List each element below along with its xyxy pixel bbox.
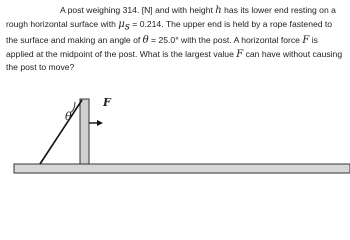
rope [40, 100, 82, 164]
post-diagram [0, 96, 350, 186]
force-arrow-head [97, 120, 103, 126]
force-symbol-2: F [236, 48, 244, 60]
force-symbol: F [302, 34, 310, 46]
theta-symbol: θ [142, 34, 149, 46]
problem-text-4: = 25.0° with the post. A horizontal force [148, 34, 303, 45]
angle-label: θ [65, 110, 72, 123]
force-label: F [103, 96, 111, 109]
problem-text-3: = 0.214. The upper end is held by a rope fastened to the surface and making an angle of [6, 18, 333, 45]
post [80, 99, 89, 164]
problem-text-6: can have without causing the post to move? [6, 48, 343, 73]
mu-subscript: s [124, 21, 130, 33]
problem-text-5: is applied at the midpoint of the post. What is the largest value [6, 34, 318, 59]
problem-text-1: A post weighing 314. [N] and with height [60, 5, 216, 15]
problem-text-2: has its lower end resting on a rough horizontal surface with [6, 5, 336, 29]
height-symbol: h [215, 5, 222, 16]
problem-statement [6, 4, 346, 75]
mu-symbol: μ [118, 18, 125, 30]
diagram-canvas [0, 96, 350, 186]
ground [14, 164, 350, 173]
